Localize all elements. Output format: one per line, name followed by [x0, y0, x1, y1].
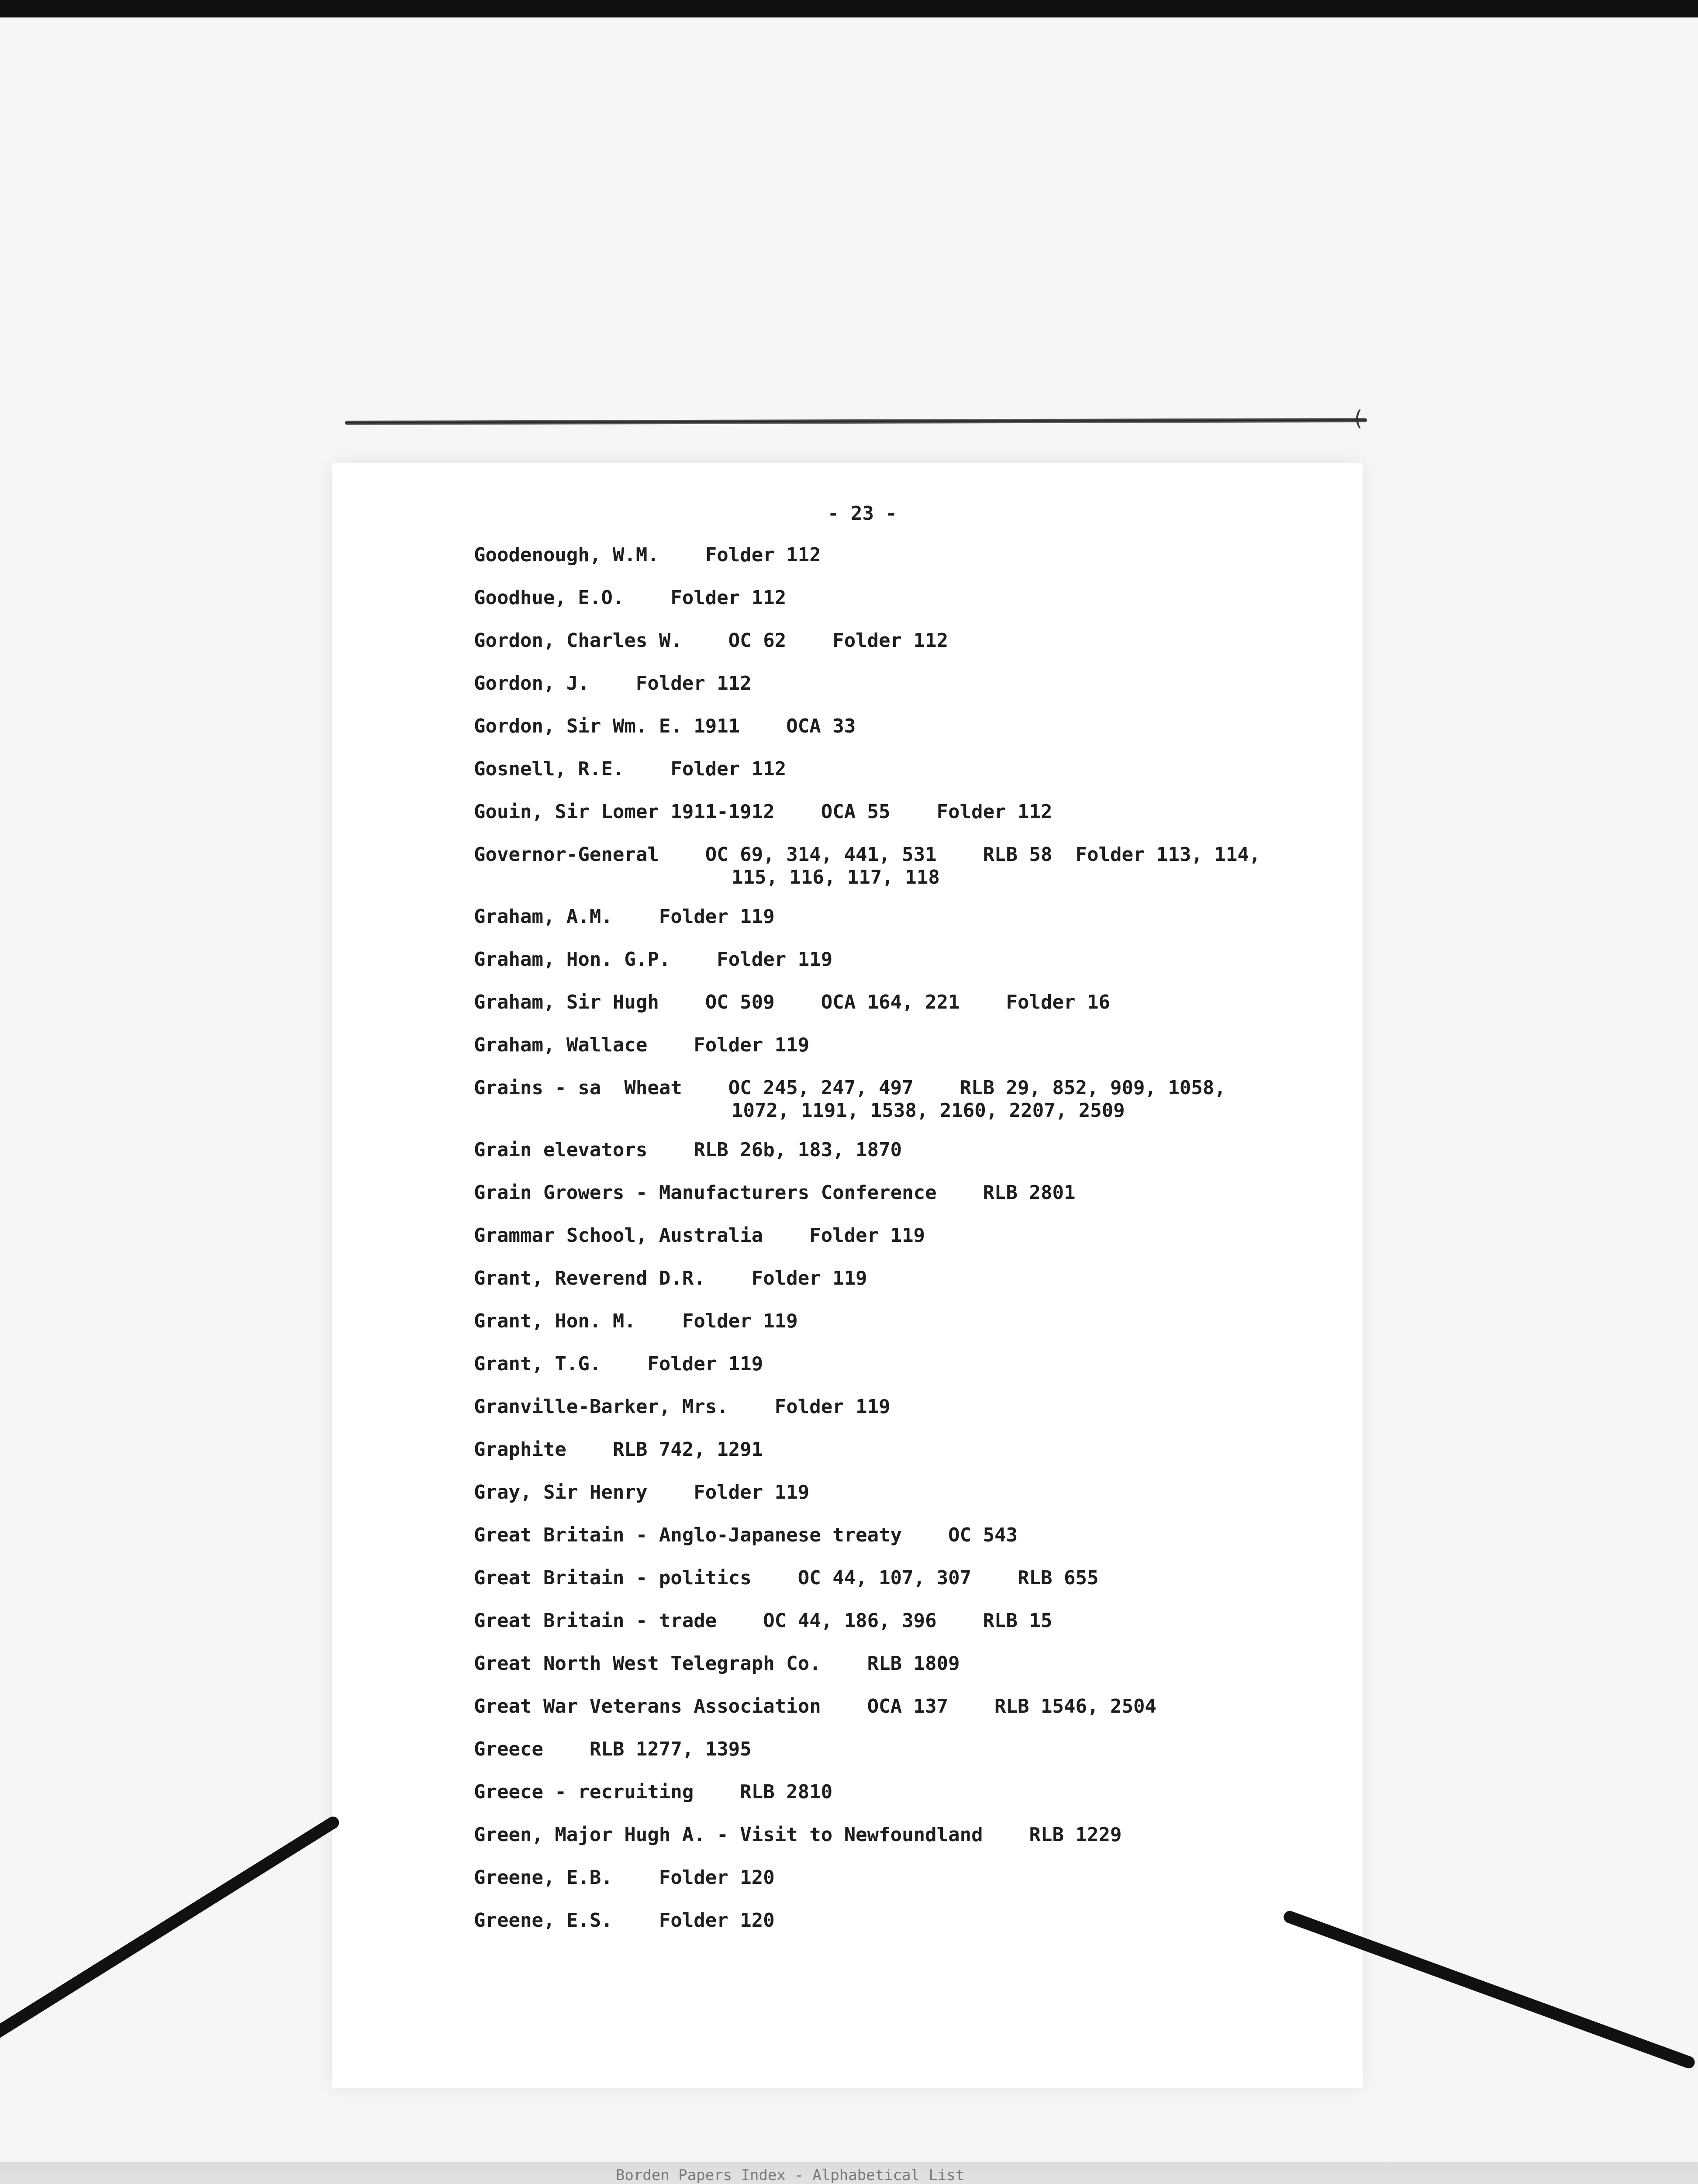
index-entry — [474, 1438, 1391, 1461]
index-entry-text: Great War Veterans Association OCA 137 RLB 1546, 2504 — [474, 1695, 1156, 1717]
index-entry-text: Greece RLB 1277, 1395 — [474, 1738, 752, 1760]
index-entry-text: Graham, A.M. Folder 119 — [474, 905, 775, 928]
index-entry — [474, 1077, 1391, 1122]
index-entry-text: Grain elevators RLB 26b, 183, 1870 — [474, 1139, 902, 1161]
index-entry-text: Graham, Hon. G.P. Folder 119 — [474, 948, 833, 971]
index-entry — [474, 1524, 1391, 1547]
index-entry-text: Graham, Sir Hugh OC 509 OCA 164, 221 Folder 16 — [474, 991, 1110, 1013]
index-entry — [474, 629, 1391, 652]
index-entry — [474, 991, 1391, 1014]
index-entry-text: Gouin, Sir Lomer 1911-1912 OCA 55 Folder 112 — [474, 801, 1053, 823]
index-entry-text: Goodenough, W.M. Folder 112 — [474, 544, 821, 566]
index-entry — [474, 1695, 1391, 1718]
index-entry — [474, 1481, 1391, 1504]
index-entry — [474, 948, 1391, 971]
index-entry-text: Gosnell, R.E. Folder 112 — [474, 758, 787, 780]
index-entry — [474, 715, 1391, 738]
index-entry-text: Granville-Barker, Mrs. Folder 119 — [474, 1396, 890, 1418]
fold-tip-mark: ( — [1352, 406, 1364, 431]
index-entry-text: Gordon, Sir Wm. E. 1911 OCA 33 — [474, 715, 856, 737]
index-entry-text: Graham, Wallace Folder 119 — [474, 1034, 810, 1056]
index-entry — [474, 1139, 1391, 1161]
index-entry-continuation: 1072, 1191, 1538, 2160, 2207, 2509 — [732, 1099, 1125, 1122]
index-entry-text: Graphite RLB 742, 1291 — [474, 1438, 763, 1461]
index-entry — [474, 1396, 1391, 1418]
index-entry — [474, 1781, 1391, 1804]
index-entry-text: Great Britain - trade OC 44, 186, 396 RLB 15 — [474, 1610, 1053, 1632]
index-entry-text: Great Britain - politics OC 44, 107, 307 RLB 655 — [474, 1567, 1099, 1589]
index-entry-text: Goodhue, E.O. Folder 112 — [474, 587, 787, 609]
index-entry — [474, 843, 1391, 889]
index-entry — [474, 672, 1391, 695]
index-entry — [474, 1034, 1391, 1057]
index-entry — [474, 1610, 1391, 1632]
page-number: - 23 - — [828, 502, 897, 525]
index-entry-text: Grammar School, Australia Folder 119 — [474, 1224, 925, 1247]
index-entry-text: Grains - sa Wheat OC 245, 247, 497 RLB 29, 852, 909, 1058, — [474, 1077, 1226, 1099]
index-entry-text: Gordon, J. Folder 112 — [474, 672, 752, 695]
index-entry-text: Great North West Telegraph Co. RLB 1809 — [474, 1652, 960, 1675]
index-entry — [474, 905, 1391, 928]
index-entry-text: Great Britain - Anglo-Japanese treaty OC 543 — [474, 1524, 1018, 1546]
index-entry-text: Greece - recruiting RLB 2810 — [474, 1781, 833, 1803]
box-caption: Borden Papers Index - Alphabetical List — [616, 2167, 965, 2184]
index-entry — [474, 1267, 1391, 1290]
index-entry — [474, 801, 1391, 823]
index-entry-text: Grant, Reverend D.R. Folder 119 — [474, 1267, 867, 1289]
index-entry-text: Gordon, Charles W. OC 62 Folder 112 — [474, 629, 949, 652]
index-entry-text: Greene, E.B. Folder 120 — [474, 1866, 775, 1889]
index-entry — [474, 1738, 1391, 1761]
index-entry-text: Grant, T.G. Folder 119 — [474, 1353, 763, 1375]
index-entry — [474, 1182, 1391, 1204]
index-entry-text: Gray, Sir Henry Folder 119 — [474, 1481, 810, 1503]
index-entry — [474, 544, 1391, 567]
index-entry — [474, 1567, 1391, 1590]
index-entry-text: Green, Major Hugh A. - Visit to Newfoundland RLB 1229 — [474, 1824, 1122, 1846]
index-entry — [474, 1353, 1391, 1375]
index-entry-text: Grain Growers - Manufacturers Conference RLB 2801 — [474, 1182, 1076, 1204]
index-entry — [474, 1909, 1391, 1932]
index-entry — [474, 758, 1391, 781]
index-entry — [474, 587, 1391, 609]
index-entry-text: Grant, Hon. M. Folder 119 — [474, 1310, 798, 1332]
index-entry — [474, 1224, 1391, 1247]
index-entry-continuation: 115, 116, 117, 118 — [732, 866, 940, 888]
index-entry — [474, 1652, 1391, 1675]
index-entry — [474, 1310, 1391, 1333]
index-entry-text: Governor-General OC 69, 314, 441, 531 RLB 58 Folder 113, 114, — [474, 843, 1261, 866]
index-entry-text: Greene, E.S. Folder 120 — [474, 1909, 775, 1932]
index-entry — [474, 1866, 1391, 1889]
scan-border-top — [0, 0, 1698, 17]
index-entry — [474, 1824, 1391, 1846]
